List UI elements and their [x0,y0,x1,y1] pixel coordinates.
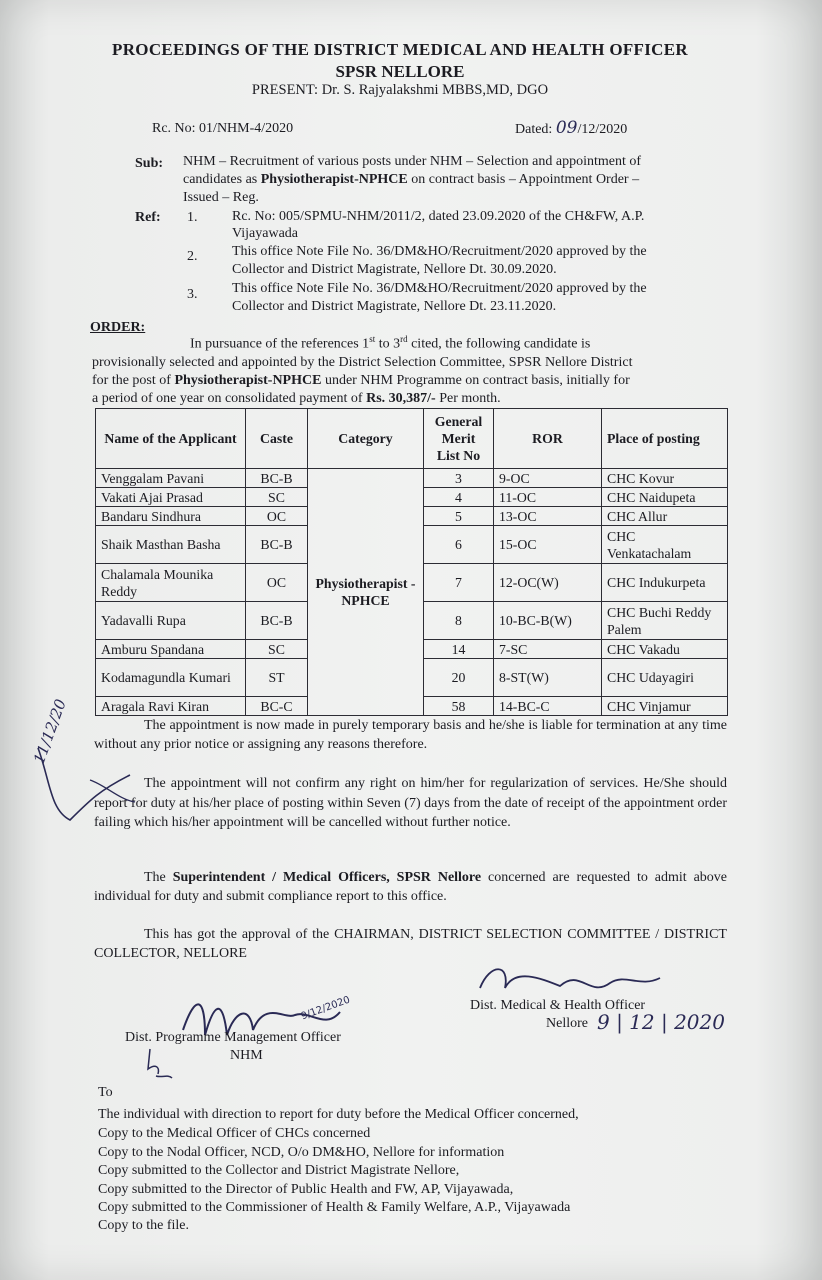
copy-line: Copy to the Nodal Officer, NCD, O/o DM&HO, Nellore for information [98,1145,505,1160]
paragraph-termination: The appointment is now made in purely temporary basis and he/she is liable for termination at any time without any prior notice or assigning any reasons therefore. [94,718,727,752]
cell-name: Yadavalli Rupa [96,602,246,640]
cell-merit: 20 [424,659,494,697]
copy-line: Copy to the Medical Officer of CHCs concerned [98,1126,371,1141]
cell-merit: 7 [424,564,494,602]
header-place: Place of posting [602,409,728,469]
cell-caste: BC-C [246,697,308,716]
dated-label: Dated: [515,122,553,137]
cell-place: CHC Vinjamur [602,697,728,716]
reference-number: Rc. No: 01/NHM-4/2020 [152,121,294,136]
cell-place: CHC Kovur [602,469,728,488]
ref-item: This office Note File No. 36/DM&HO/Recruitment/2020 approved by the Collector and District Magistrate, Nellore Dt. 23.11.2020. [232,281,647,314]
present-line: PRESENT: Dr. S. Rajyalakshmi MBBS,MD, DGO [251,82,549,98]
header-ror: ROR [494,409,602,469]
cell-merit: 14 [424,640,494,659]
table-header-row [96,409,728,469]
to-label: To [98,1085,113,1100]
copy-line: Copy submitted to the Director of Public Health and FW, AP, Vijayawada, [98,1182,514,1197]
cell-name: Vakati Ajai Prasad [96,488,246,507]
cell-ror: 13-OC [494,507,602,526]
initials-icon [140,1044,180,1084]
margin-handwritten-note: 11/12/20 [30,696,70,767]
margin-scribble-icon [30,740,140,850]
dated-rest: /12/2020 [577,122,628,137]
right-handwritten-date: 9 | 12 | 2020 [597,1010,725,1034]
signatory-right-title: Dist. Medical & Health Officer [470,998,646,1013]
paragraph-regularization: The appointment will not confirm any right on him/her for regularization of services. He/She should report for duty at his/her place of posting within Seven (7) days from the date of receipt of the appointment order failing which his/her appointment will be cancelled without further notice. [94,776,727,830]
dated-handwritten-day: 09 [555,118,578,138]
cell-place: CHC Vakadu [602,640,728,659]
order-line: provisionally selected and appointed by the District Selection Committee, SPSR Nellore District [92,355,633,370]
cell-place: CHC Udayagiri [602,659,728,697]
signatory-left-subtitle: NHM [230,1048,263,1063]
cell-place: CHC Buchi Reddy Palem [602,602,728,640]
appointment-table [95,408,728,716]
cell-ror: 8-ST(W) [494,659,602,697]
cell-place: CHC Naidupeta [602,488,728,507]
cell-category: Physiotherapist -NPHCE [308,469,424,716]
subject-line: Issued – Reg. [183,190,259,205]
document-title: PROCEEDINGS OF THE DISTRICT MEDICAL AND HEALTH OFFICER [112,40,688,59]
cell-name: Amburu Spandana [96,640,246,659]
copy-line: The individual with direction to report for duty before the Medical Officer concerned, [98,1107,579,1122]
left-signature-date: 9/12/2020 [299,994,352,1023]
cell-caste: BC-B [246,602,308,640]
cell-name: Bandaru Sindhura [96,507,246,526]
cell-name: Venggalam Pavani [96,469,246,488]
order-heading: ORDER: [90,320,146,335]
cell-place: CHC Venkatachalam [602,526,728,564]
cell-place: CHC Indukurpeta [602,564,728,602]
cell-ror: 14-BC-C [494,697,602,716]
copy-line: Copy to the file. [98,1218,189,1233]
cell-place: CHC Allur [602,507,728,526]
table-row [96,469,728,488]
cell-caste: OC [246,507,308,526]
cell-name: Shaik Masthan Basha [96,526,246,564]
ref-item: This office Note File No. 36/DM&HO/Recruitment/2020 approved by the Collector and District Magistrate, Nellore Dt. 30.09.2020. [232,244,647,277]
document-subtitle: SPSR NELLORE [335,62,465,81]
ref-label: Ref: [135,210,161,225]
cell-caste: SC [246,488,308,507]
ref-num: 2. [187,249,198,264]
ref-num: 1. [187,210,198,225]
subject-line: NHM – Recruitment of various posts under NHM – Selection and appointment of [183,154,642,169]
paragraph-superintendent: The Superintendent / Medical Officers, SPSR Nellore concerned are requested to admit above individual for duty and submit compliance report to this office. [94,870,728,904]
cell-name: Chalamala Mounika Reddy [96,564,246,602]
cell-ror: 7-SC [494,640,602,659]
subject-label: Sub: [135,156,164,171]
paragraph-approval: This has got the approval of the CHAIRMAN, DISTRICT SELECTION COMMITTEE / DISTRICT COLLECTOR, NELLORE [94,927,727,961]
cell-ror: 10-BC-B(W) [494,602,602,640]
cell-merit: 3 [424,469,494,488]
order-line: for the post of Physiotherapist-NPHCE under NHM Programme on contract basis, initially for [92,373,630,388]
cell-ror: 12-OC(W) [494,564,602,602]
copy-line: Copy submitted to the Commissioner of Health & Family Welfare, A.P., Vijayawada [98,1200,571,1215]
cell-caste: BC-B [246,526,308,564]
header-category: Category [308,409,424,469]
cell-caste: BC-B [246,469,308,488]
copy-line: Copy submitted to the Collector and District Magistrate Nellore, [98,1163,460,1178]
cell-caste: ST [246,659,308,697]
order-line: a period of one year on consolidated payment of Rs. 30,387/- Per month. [92,391,501,406]
cell-caste: SC [246,640,308,659]
cell-ror: 15-OC [494,526,602,564]
dated-line [515,118,627,138]
signatory-left-title: Dist. Programme Management Officer [125,1030,341,1045]
ref-item: Rc. No: 005/SPMU-NHM/2011/2, dated 23.09.2020 of the CH&FW, A.P. Vijayawada [232,209,645,241]
header-name: Name of the Applicant [96,409,246,469]
header-caste: Caste [246,409,308,469]
cell-ror: 11-OC [494,488,602,507]
cell-name: Kodamagundla Kumari [96,659,246,697]
ref-num: 3. [187,287,198,302]
cell-ror: 9-OC [494,469,602,488]
cell-caste: OC [246,564,308,602]
header-merit: General Merit List No [424,409,494,469]
signatory-right-place: Nellore [546,1016,588,1031]
cell-merit: 6 [424,526,494,564]
cell-merit: 5 [424,507,494,526]
subject-text [183,153,641,207]
cell-merit: 8 [424,602,494,640]
order-line: In pursuance of the references 1st to 3rd cited, the following candidate is [190,334,591,352]
cell-merit: 58 [424,697,494,716]
subject-line: candidates as Physiotherapist-NPHCE on contract basis – Appointment Order – [183,172,640,187]
cell-name: Aragala Ravi Kiran [96,697,246,716]
cell-merit: 4 [424,488,494,507]
